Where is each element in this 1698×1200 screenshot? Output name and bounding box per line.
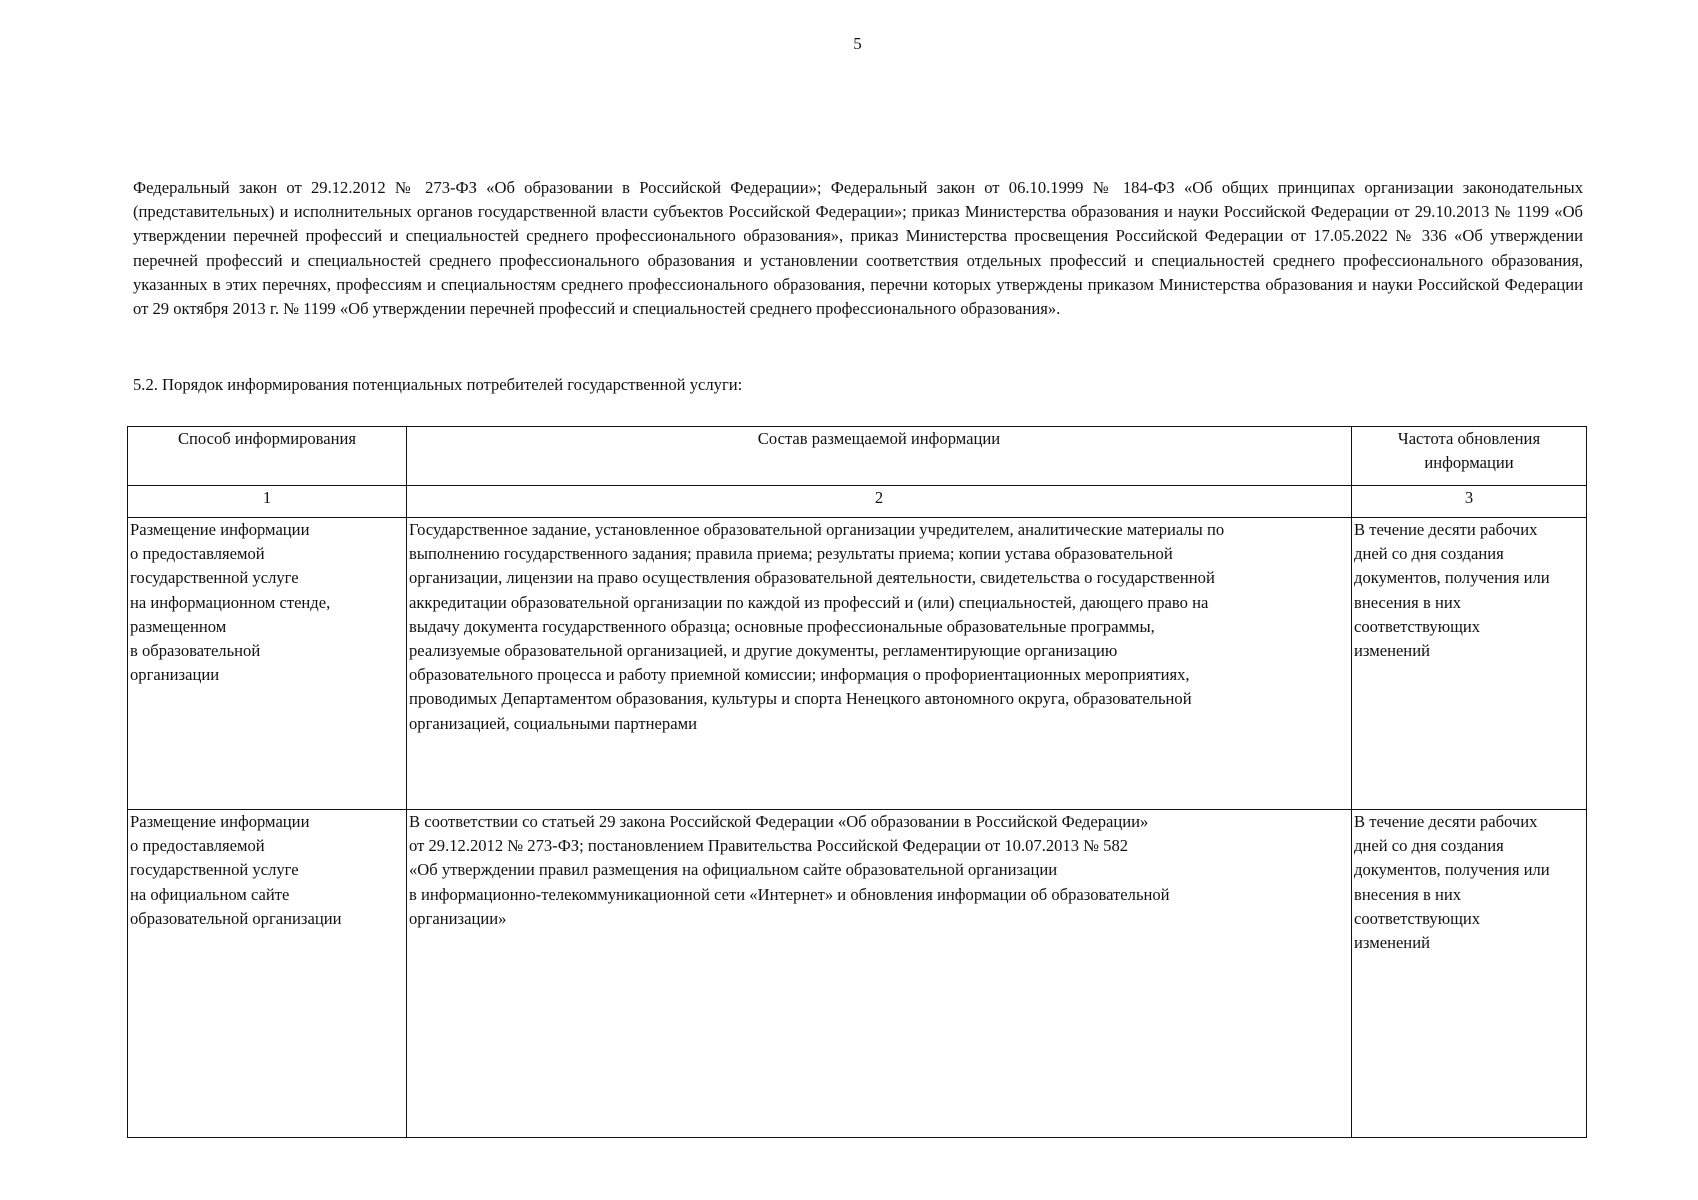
text-line: размещенном [130, 616, 227, 636]
text-line: Размещение информации [130, 520, 310, 539]
text-line: организацией, социальными партнерами [409, 713, 697, 733]
text-line: В соответствии со статьей 29 закона Российской Федерации «Об образовании в Российской Федерации» [409, 812, 1149, 831]
text-line: на официальном сайте [130, 884, 290, 904]
header-content: Состав размещаемой информации [407, 427, 1352, 486]
text-line: документов, получения или [1354, 568, 1550, 588]
text-line: о предоставляемой [130, 544, 265, 564]
text-line: организации» [409, 908, 507, 928]
text-line: о предоставляемой [130, 836, 265, 856]
frequency-cell [1352, 518, 1587, 810]
text-line: государственной услуге [130, 568, 299, 588]
text-line: Государственное задание, установленное образовательной организации учредителем, аналитические материалы по [409, 520, 1225, 539]
header-method: Способ информирования [128, 427, 407, 486]
text-line: выдачу документа государственного образца; основные профессиональные образовательные программы, [409, 616, 1155, 636]
method-cell [128, 518, 407, 810]
content-cell [407, 518, 1352, 810]
legal-basis-paragraph: Федеральный закон от 29.12.2012 № 273-ФЗ «Об образовании в Российской Федерации»; Федеральный закон от 06.10.1999 № 184-ФЗ «Об общих принципах организации законодательных (представительных) и исполнительных органов государственной власти субъектов Российской Федерации»; приказ Министерства образования и науки Российской Федерации от 29.10.2013 № 1199 «Об утверждении перечней профессий и специальностей среднего профессионального образования», приказ Министерства просвещения Российской Федерации от 17.05.2022 № 336 «Об утверждении перечней профессий и специальностей среднего профессионального образования и установлении соответствия отдельных профессий и специальностей среднего профессионального образования, указанных в этих перечнях, профессиям и специальностям среднего профессионального образования, перечни которых утверждены приказом Министерства образования и науки Российской Федерации от 29 октября 2013 г. № 1199 «Об утверждении перечней профессий и специальностей среднего профессионального образования». [133, 178, 1583, 319]
table-header-row [128, 427, 1587, 486]
text-line: на информационном стенде, [130, 592, 331, 612]
text-line: документов, получения или [1354, 860, 1550, 880]
method-cell [128, 810, 407, 1138]
text-line: в информационно-телекоммуникационной сети «Интернет» и обновления информации об образовательной [409, 884, 1170, 904]
page-number: 5 [853, 34, 862, 53]
text-line: от 29.12.2012 № 273-ФЗ; постановлением Правительства Российской Федерации от 10.07.2013 № 582 [409, 836, 1129, 856]
text-line: проводимых Департаментом образования, культуры и спорта Ненецкого автономного округа, образовательной [409, 689, 1192, 709]
text-line: изменений [1354, 933, 1430, 953]
text-line: соответствующих [1354, 908, 1481, 928]
table-row [128, 518, 1587, 810]
text-line: выполнению государственного задания; правила приема; результаты приема; копии устава образовательной [409, 544, 1173, 564]
text-line: В течение десяти рабочих [1354, 812, 1538, 831]
column-number: 2 [407, 486, 1352, 518]
text-line: Размещение информации [130, 812, 310, 831]
text-line: внесения в них [1354, 592, 1462, 612]
text-line: внесения в них [1354, 884, 1462, 904]
text-line: реализуемые образовательной организацией, и другие документы, регламентирующие организацию [409, 641, 1118, 661]
text-line: организации, лицензии на право осуществления образовательной деятельности, свидетельства о государственной [409, 568, 1215, 588]
content-cell [407, 810, 1352, 1138]
section-heading: 5.2. Порядок информирования потенциальных потребителей государственной услуги: [133, 375, 743, 394]
text-line: образовательной организации [130, 908, 342, 928]
frequency-cell [1352, 810, 1587, 1138]
table-row [128, 810, 1587, 1138]
header-frequency [1352, 427, 1587, 486]
column-number: 1 [128, 486, 407, 518]
text-line: организации [130, 665, 220, 685]
column-number-row [128, 486, 1587, 518]
text-line: «Об утверждении правил размещения на официальном сайте образовательной организации [409, 860, 1058, 880]
text-line: аккредитации образовательной организации по каждой из профессий и (или) специальностей, дающего право на [409, 592, 1209, 612]
text-line: изменений [1354, 641, 1430, 661]
text-line: в образовательной [130, 641, 261, 661]
text-line: дней со дня создания [1354, 544, 1504, 564]
text-line: дней со дня создания [1354, 836, 1504, 856]
text-line: соответствующих [1354, 616, 1481, 636]
text-line: В течение десяти рабочих [1354, 520, 1538, 539]
column-number: 3 [1352, 486, 1587, 518]
text-line: государственной услуге [130, 860, 299, 880]
text-line: образовательного процесса и работу приемной комиссии; информация о профориентационных мероприятиях, [409, 665, 1190, 685]
header-frequency-line: Частота обновления [1397, 429, 1541, 448]
informing-methods-table [127, 426, 1587, 1138]
header-frequency-line: информации [1424, 453, 1514, 473]
